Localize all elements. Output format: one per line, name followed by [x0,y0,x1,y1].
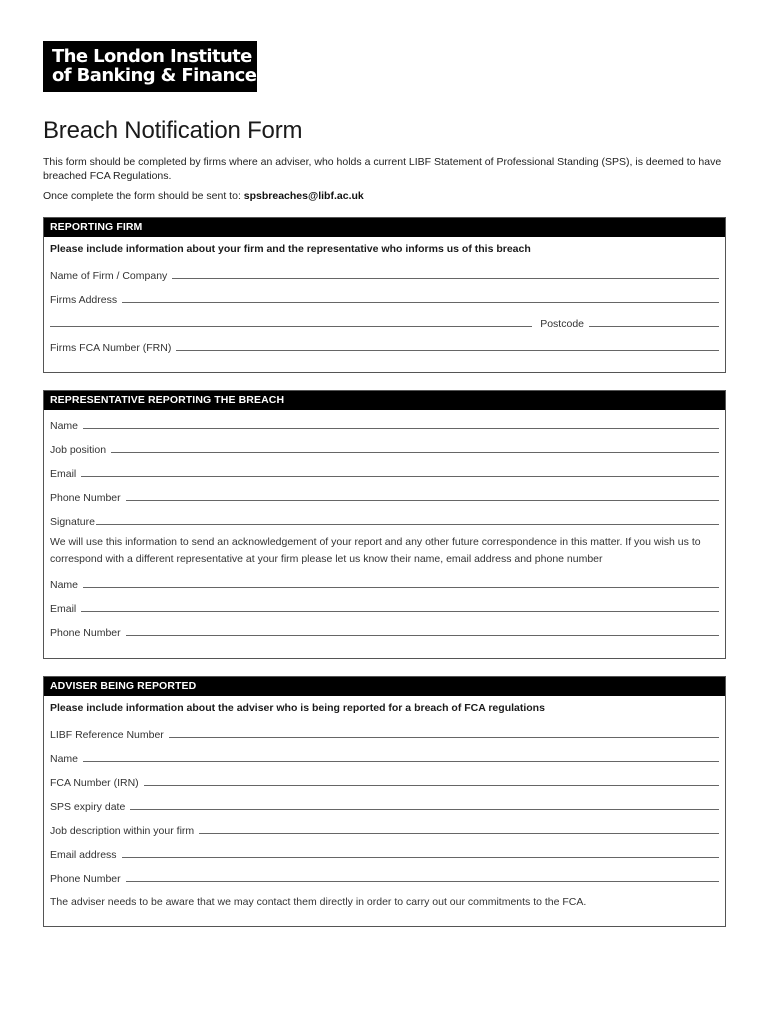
alt-rep-name-label: Name [50,579,79,591]
rep-job-label: Job position [50,444,107,456]
adviser-sps-row [50,792,719,816]
postcode-label: Postcode [540,318,584,330]
adviser-name-row [50,744,719,768]
rep-phone-field[interactable] [126,499,719,501]
alt-rep-phone-row [50,618,719,642]
alt-rep-phone-field[interactable] [126,634,719,636]
firm-frn-label: Firms FCA Number (FRN) [50,342,172,354]
firm-address-field[interactable] [122,301,719,303]
rep-phone-row [50,483,719,507]
firm-address-row [50,285,719,309]
adviser-note: The adviser needs to be aware that we may contact them directly in order to carry out our commitments to the FCA. [50,896,587,908]
reporting-firm-heading: REPORTING FIRM [44,218,725,237]
libf-logo [43,41,257,92]
adviser-name-field[interactable] [83,760,719,762]
adviser-instruction: Please include information about the adviser who is being reported for a breach of FCA regulations [50,702,545,714]
reporting-firm-instruction: Please include information about your firm and the representative who informs us of this breach [50,243,531,255]
rep-job-field[interactable] [111,451,719,453]
rep-name-label: Name [50,420,79,432]
rep-signature-row [50,507,719,531]
adviser-email-row [50,840,719,864]
representative-heading: REPRESENTATIVE REPORTING THE BREACH [44,391,725,410]
rep-email-field[interactable] [81,475,719,477]
adviser-irn-label: FCA Number (IRN) [50,777,139,789]
adviser-irn-field[interactable] [144,784,719,786]
rep-email-label: Email [50,468,77,480]
rep-signature-label: Signature [50,516,95,528]
adviser-jobdesc-row [50,816,719,840]
send-to-line [43,190,364,202]
firm-name-row [50,261,719,285]
firm-address-line-2-field[interactable] [50,325,532,327]
firm-frn-field[interactable] [176,349,719,351]
firm-name-field[interactable] [172,277,719,279]
adviser-phone-field[interactable] [126,880,719,882]
adviser-ref-field[interactable] [169,736,719,738]
adviser-phone-label: Phone Number [50,873,121,885]
adviser-email-label: Email address [50,849,117,861]
send-to-text: Once complete the form should be sent to: [43,190,241,202]
send-to-email[interactable]: spsbreaches@libf.ac.uk [243,190,364,202]
page-title: Breach Notification Form [43,117,303,144]
alt-rep-email-label: Email [50,603,77,615]
adviser-section [43,676,726,927]
rep-name-field[interactable] [83,427,719,429]
firm-name-label: Name of Firm / Company [50,270,168,282]
rep-correspondence-note: We will use this information to send an acknowledgement of your report and any other future correspondence in this matter. If you wish us to correspond with a different representative at your firm please let us know their name, email address and phone number [50,536,701,565]
adviser-email-field[interactable] [122,856,719,858]
logo-line-2: of Banking & Finance [52,65,257,86]
rep-name-row [50,411,719,435]
rep-email-row [50,459,719,483]
alt-rep-name-field[interactable] [83,586,719,588]
adviser-jobdesc-label: Job description within your firm [50,825,195,837]
intro-text: This form should be completed by firms where an adviser, who holds a current LIBF Statement of Professional Standing (SPS), is deemed to have breached FCA Regulations. [43,156,722,182]
reporting-firm-section [43,217,726,373]
adviser-phone-row [50,864,719,888]
adviser-name-label: Name [50,753,79,765]
adviser-irn-row [50,768,719,792]
adviser-sps-field[interactable] [130,808,719,810]
adviser-ref-label: LIBF Reference Number [50,729,164,741]
alt-rep-phone-label: Phone Number [50,627,121,639]
postcode-field[interactable] [589,325,719,327]
rep-job-row [50,435,719,459]
representative-section [43,390,726,659]
logo-line-1: The London Institute [52,46,252,67]
adviser-heading: ADVISER BEING REPORTED [44,677,725,696]
adviser-sps-label: SPS expiry date [50,801,126,813]
firm-address-label: Firms Address [50,294,118,306]
alt-rep-name-row [50,570,719,594]
adviser-ref-row [50,720,719,744]
adviser-jobdesc-field[interactable] [199,832,719,834]
firm-address-postcode-row [50,309,719,333]
firm-frn-row [50,333,719,357]
rep-phone-label: Phone Number [50,492,121,504]
rep-signature-field[interactable] [96,523,719,525]
alt-rep-email-field[interactable] [81,610,719,612]
alt-rep-email-row [50,594,719,618]
